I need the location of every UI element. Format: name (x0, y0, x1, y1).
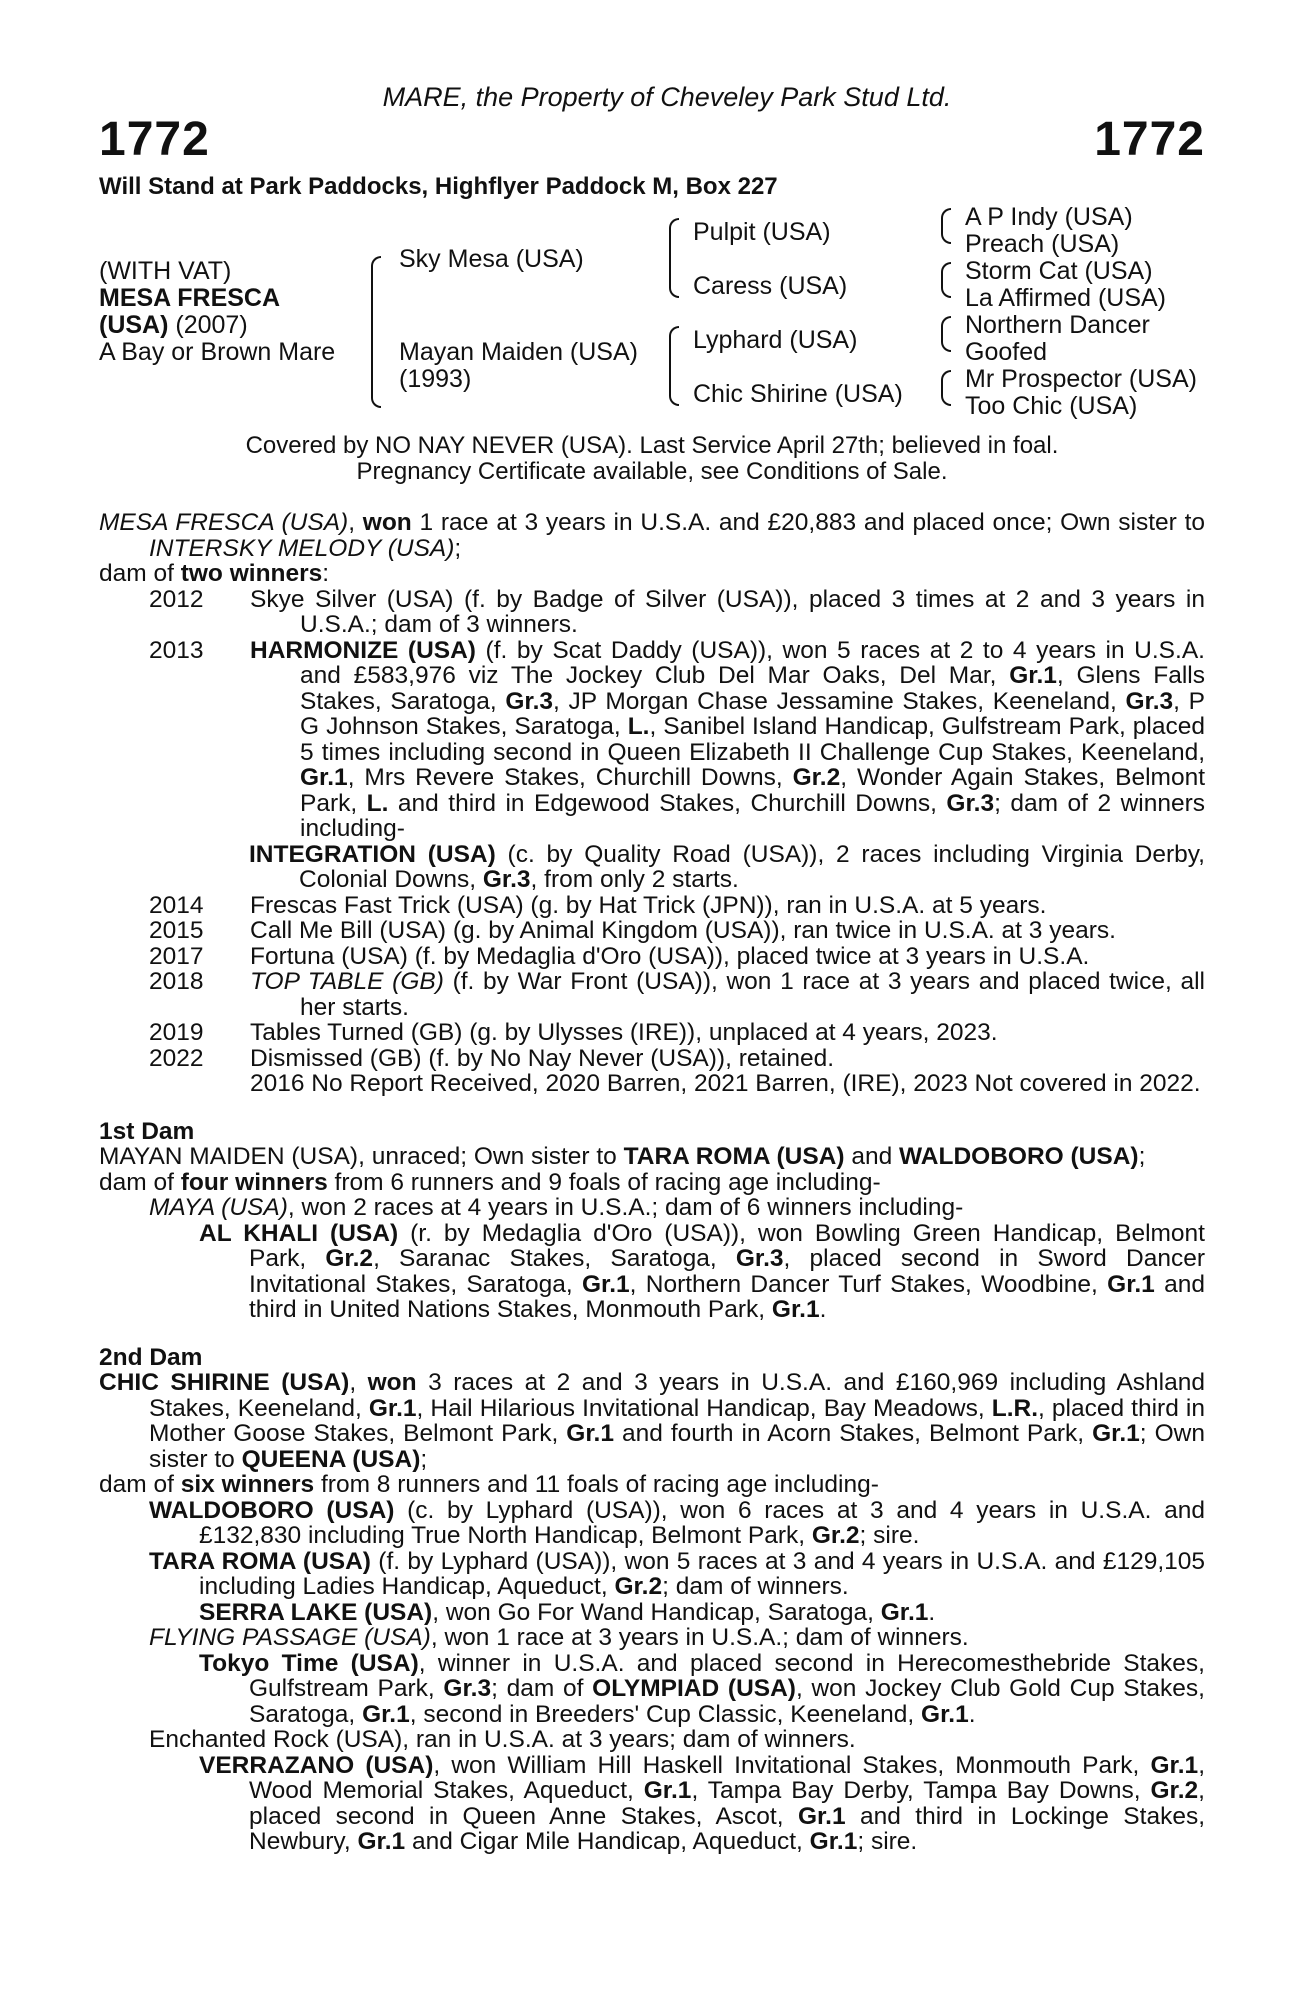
progeny-year: 2022 (149, 1044, 204, 1072)
text-run: , from only 2 starts. (530, 866, 739, 893)
text-run: , Hail Hilarious Invitational Handicap, Bay Meadows, (416, 1394, 992, 1422)
winners-count: four winners (180, 1168, 328, 1196)
text-run: , won 1 race at 3 years in U.S.A.; dam of winners. (430, 1624, 969, 1651)
progeny-row (99, 1020, 1205, 1046)
dam-name: CHIC SHIRINE (USA) (99, 1369, 350, 1396)
grade: Gr.1 (357, 1828, 406, 1855)
progeny-name: TARA ROMA (USA) (149, 1547, 371, 1575)
grade: Gr.3 (443, 1675, 492, 1702)
text-run: , won Go For Wand Handicap, Saratoga, (432, 1598, 881, 1626)
text-run: , placed third in Mother Goose Stakes, Belmont Park, (149, 1394, 1205, 1447)
text-run: ; sire. (859, 1522, 920, 1549)
grade: Gr.1 (921, 1700, 969, 1728)
pedigree-brace-sire (669, 218, 679, 298)
text-run: (f. by Scat Daddy (USA)), won 5 races at 2 to 4 years in U.S.A. and £583,976 viz The Jockey Club Del Mar Oaks, Del Mar, (300, 636, 1205, 689)
progeny-name: AL KHALI (USA) (199, 1219, 399, 1247)
pedigree-dam-sire: Lyphard (USA) (693, 326, 858, 354)
grade: Gr.2 (792, 764, 841, 791)
text-run: . (968, 1700, 976, 1728)
spacer (99, 1071, 250, 1097)
text-run: and fourth in Acorn Stakes, Belmont Park, (613, 1420, 1093, 1447)
progeny-year: 2012 (149, 585, 204, 613)
grade: Gr.1 (300, 764, 348, 791)
text-run: (f. by Lyphard (USA)), won 5 races at 3 and 4 years in U.S.A. and £129,105 including Ladies Handicap, Aqueduct, (199, 1547, 1206, 1600)
progeny-text: Call Me Bill (USA) (g. by Animal Kingdom (USA)), ran twice in U.S.A. at 3 years. (250, 917, 1116, 944)
progeny-name: HARMONIZE (USA) (250, 636, 476, 664)
pedigree-brace-sd (941, 262, 951, 298)
dam-of-line (99, 561, 1205, 587)
pedigree-sire-sire: Pulpit (USA) (693, 218, 831, 246)
text-run: and third in Lockinge Stakes, Newbury, (249, 1802, 1206, 1855)
grade: Gr.1 (797, 1802, 846, 1830)
race-record (99, 510, 1205, 1855)
progeny-row-2018 (99, 969, 1205, 1020)
text-run: , JP Morgan Chase Jessamine Stakes, Keeneland, (553, 687, 1126, 715)
progeny-name: MAYA (USA) (149, 1194, 288, 1221)
barren-row (99, 1071, 1205, 1097)
integration-entry (99, 842, 1205, 893)
text-run: , Mrs Revere Stakes, Churchill Downs, (347, 764, 793, 791)
grade: L. (366, 789, 389, 817)
progeny-year: 2013 (149, 636, 204, 664)
flying-passage-entry (99, 1625, 1205, 1651)
text-run: , won William Hill Haskell Invitational Stakes, Monmouth Park, (433, 1751, 1151, 1779)
text-run: (f. by War Front (USA)), won 1 race at 3 years and placed twice, all her starts. (300, 968, 1205, 1021)
pedigree-dam: Mayan Maiden (USA) (399, 338, 638, 366)
pedigree-dss: Northern Dancer (965, 311, 1150, 339)
pedigree-brace-ss (941, 208, 951, 244)
covering-line-2: Pregnancy Certificate available, see Conditions of Sale. (356, 458, 948, 485)
text-run: , (349, 1369, 368, 1396)
horse-origin-line (99, 312, 248, 339)
text-run: , Tampa Bay Derby, Tampa Bay Downs, (691, 1777, 1151, 1804)
progeny-name: Tokyo Time (USA) (199, 1649, 419, 1677)
sibling-name: QUEENA (USA) (241, 1445, 421, 1473)
horse-description: A Bay or Brown Mare (99, 338, 336, 366)
horse-name-line (99, 285, 280, 312)
sibling-name: TARA ROMA (USA) (623, 1143, 845, 1170)
pedigree-sds: Storm Cat (USA) (965, 257, 1153, 285)
second-dam-heading: 2nd Dam (99, 1343, 203, 1371)
intro-end: ; (454, 534, 462, 562)
grade: Gr.1 (566, 1420, 614, 1447)
text-run: , won 2 races at 4 years in U.S.A.; dam of 6 winners including- (287, 1194, 964, 1221)
text-run: , placed second in Queen Anne Stakes, Ascot, (249, 1777, 1205, 1830)
tokyo-time-entry (99, 1651, 1205, 1728)
lot-number-left: 1772 (99, 113, 210, 166)
second-dam-of (99, 1472, 1205, 1498)
progeny-year: 2019 (149, 1019, 204, 1046)
pedigree-dsd: Goofed (965, 338, 1048, 366)
progeny-row (99, 918, 1205, 944)
grade: Gr.2 (1150, 1777, 1199, 1804)
progeny-year: 2014 (149, 891, 204, 919)
first-dam-heading: 1st Dam (99, 1117, 195, 1145)
text-run: ; (1138, 1143, 1146, 1170)
progeny-row (99, 944, 1205, 970)
grade: Gr.1 (368, 1394, 417, 1422)
progeny-year: 2015 (149, 917, 204, 944)
text-run: from 6 runners and 9 foals of racing age including- (327, 1168, 881, 1196)
text-run: dam of (99, 1471, 181, 1498)
maya-entry (99, 1195, 1205, 1221)
won-label: won (362, 509, 412, 536)
progeny-name: WALDOBORO (USA) (149, 1496, 395, 1524)
progeny-row (99, 1046, 1205, 1072)
pedigree-sdd: La Affirmed (USA) (965, 284, 1167, 312)
enchanted-rock-entry: Enchanted Rock (USA), ran in U.S.A. at 3 years; dam of winners. (149, 1726, 856, 1753)
grade: Gr.3 (482, 866, 531, 893)
grade: Gr.3 (505, 687, 554, 715)
progeny-name: INTEGRATION (USA) (249, 840, 496, 868)
pedigree-brace-main (371, 256, 381, 408)
vat-note: (WITH VAT) (99, 257, 232, 285)
grade: Gr.3 (735, 1245, 784, 1272)
verrazano-entry (99, 1753, 1205, 1855)
grade: Gr.1 (362, 1700, 410, 1728)
text-run: , winner in U.S.A. and placed second in Herecomesthebride Stakes, Gulfstream Park, (249, 1649, 1205, 1702)
progeny-text: Skye Silver (USA) (f. by Badge of Silver (USA)), placed 3 times at 2 and 3 years in U.S.A.; dam of 3 winners. (250, 585, 1205, 638)
first-dam-of (99, 1170, 1205, 1196)
text-run: . (819, 1296, 827, 1323)
text-run: from 8 runners and 11 foals of racing age including- (314, 1471, 879, 1498)
grade: L. (627, 713, 650, 740)
progeny-year: 2017 (149, 942, 204, 970)
progeny-name: VERRAZANO (USA) (199, 1751, 434, 1779)
grade: Gr.1 (643, 1777, 692, 1804)
pedigree-brace-ds (941, 316, 951, 352)
first-dam-intro (99, 1144, 1205, 1170)
text-run: and third in Edgewood Stakes, Churchill Downs, (388, 789, 947, 817)
text-run: and (844, 1143, 900, 1170)
text-run: dam of (99, 1168, 181, 1196)
text-run: , won Jockey Club Gold Cup Stakes, Saratoga, (249, 1675, 1205, 1728)
serra-lake-entry (99, 1600, 1205, 1626)
al-khali-entry (99, 1221, 1205, 1323)
progeny-text: Frescas Fast Trick (USA) (g. by Hat Trick (JPN)), ran in U.S.A. at 5 years. (250, 891, 1047, 919)
pedigree-ssd: Preach (USA) (965, 230, 1120, 258)
text-run: , placed second in Sword Dancer Invitational Stakes, Saratoga, (249, 1245, 1205, 1298)
second-dam-intro (99, 1370, 1205, 1472)
grade: Gr.1 (809, 1828, 858, 1855)
grade: Gr.2 (811, 1522, 860, 1549)
intro-text: 1 race at 3 years in U.S.A. and £20,883 and placed once; Own sister to (411, 509, 1205, 536)
text-run: , Sanibel Island Handicap, Gulfstream Park, placed 5 times including second in Queen Elizabeth II Challenge Cup Stakes, Keeneland, (300, 713, 1205, 766)
horse-origin: (USA) (99, 311, 169, 339)
pedigree-dam-year: (1993) (399, 365, 472, 393)
pedigree-sss: A P Indy (USA) (965, 203, 1133, 231)
text-run: ; dam of (491, 1675, 593, 1702)
text-run: , second in Breeders' Cup Classic, Keeneland, (409, 1700, 922, 1728)
dam-of-end: : (322, 560, 330, 587)
winners-count: two winners (180, 560, 323, 587)
text-run: , Glens Falls Stakes, Saratoga, (300, 662, 1205, 715)
dam-of-label: dam of (99, 560, 181, 587)
covering-note (99, 433, 1205, 485)
property-line: MARE, the Property of Cheveley Park Stud Ltd. (382, 82, 952, 112)
horse-year: (2007) (175, 311, 248, 339)
won-label: won (367, 1369, 417, 1396)
pedigree-brace-dd (941, 370, 951, 406)
text-run: , P G Johnson Stakes, Saratoga, (300, 687, 1205, 740)
covering-line-1: Covered by NO NAY NEVER (USA). Last Service April 27th; believed in foal. (245, 432, 1059, 459)
text-run: ; dam of winners. (662, 1573, 849, 1600)
grade: Gr.1 (581, 1270, 630, 1298)
progeny-text: Fortuna (USA) (f. by Medaglia d'Oro (USA)), placed twice at 3 years in U.S.A. (250, 942, 1090, 970)
stand-location: Will Stand at Park Paddocks, Highflyer Paddock M, Box 227 (99, 173, 778, 200)
pedigree-sire: Sky Mesa (USA) (399, 245, 584, 273)
waldoboro-entry (99, 1498, 1205, 1549)
grade: Gr.1 (771, 1296, 820, 1323)
progeny-text: Dismissed (GB) (f. by No Nay Never (USA)), retained. (250, 1044, 835, 1072)
progeny-text (250, 969, 1205, 1020)
text-run: , Northern Dancer Turf Stakes, Woodbine, (629, 1270, 1108, 1298)
text-run: . (928, 1598, 936, 1626)
pedigree-sire-dam: Caress (USA) (693, 272, 848, 300)
horse-name: MESA FRESCA (99, 284, 281, 312)
progeny-name: OLYMPIAD (USA) (592, 1675, 796, 1702)
text-run: , Wood Memorial Stakes, Aqueduct, (249, 1751, 1205, 1804)
grade: Gr.2 (614, 1573, 663, 1600)
mare-name: MESA FRESCA (USA) (99, 509, 349, 536)
pedigree-ddd: Too Chic (USA) (965, 392, 1138, 420)
lot-number-right: 1772 (1094, 113, 1205, 166)
winners-count: six winners (180, 1471, 315, 1498)
pedigree-brace-dam (669, 326, 679, 406)
text-run: 3 races at 2 and 3 years in U.S.A. and £160,969 including Ashland Stakes, Keeneland, (149, 1369, 1205, 1422)
text-run: , Saranac Stakes, Saratoga, (373, 1245, 736, 1272)
text-run: ; sire. (857, 1828, 918, 1855)
grade: Gr.3 (946, 789, 995, 817)
grade: Gr.3 (1125, 687, 1174, 715)
text-run: , Wonder Again Stakes, Belmont Park, (300, 764, 1205, 817)
pedigree-dam-dam: Chic Shirine (USA) (693, 380, 903, 408)
sister-name: INTERSKY MELODY (USA) (149, 534, 455, 562)
grade: L.R. (991, 1394, 1039, 1422)
grade: Gr.1 (1150, 1751, 1199, 1779)
text-run: MAYAN MAIDEN (USA), unraced; Own sister to (99, 1143, 624, 1170)
progeny-text (250, 638, 1205, 842)
text-run: and Cigar Mile Handicap, Aqueduct, (405, 1828, 810, 1855)
text-run: (c. by Lyphard (USA)), won 6 races at 3 and 4 years in U.S.A. and £132,830 including True North Handicap, Belmont Park, (199, 1496, 1205, 1549)
barren-text: 2016 No Report Received, 2020 Barren, 2021 Barren, (IRE), 2023 Not covered in 2022. (250, 1070, 1201, 1097)
text-run: ; Own sister to (149, 1420, 1205, 1473)
sibling-name: WALDOBORO (USA) (899, 1143, 1139, 1170)
progeny-row (99, 893, 1205, 919)
text-run: and third in United Nations Stakes, Monmouth Park, (249, 1270, 1206, 1323)
grade: Gr.1 (880, 1598, 929, 1626)
record-intro: MESA FRESCA (USA), won 1 race at 3 years in U.S.A. and £20,883 and placed once; Own sister to INTERSKY MELODY (USA); (99, 509, 1205, 562)
text-run: (c. by Quality Road (USA)), 2 races including Virginia Derby, Colonial Downs, (299, 840, 1205, 893)
progeny-name: TOP TABLE (GB) (250, 968, 444, 995)
grade: Gr.1 (1009, 662, 1057, 689)
progeny-row-2013 (99, 638, 1205, 842)
text-run: ; (420, 1445, 428, 1473)
pedigree-dds: Mr Prospector (USA) (965, 365, 1197, 393)
progeny-name: SERRA LAKE (USA) (199, 1598, 433, 1626)
grade: Gr.2 (325, 1245, 374, 1272)
tara-roma-entry (99, 1549, 1205, 1600)
progeny-name: FLYING PASSAGE (USA) (149, 1624, 431, 1651)
grade: Gr.1 (1092, 1420, 1140, 1447)
grade: Gr.1 (1107, 1270, 1155, 1298)
progeny-row (99, 587, 1205, 638)
text-run: (r. by Medaglia d'Oro (USA)), won Bowling Green Handicap, Belmont Park, (249, 1219, 1205, 1272)
progeny-year: 2018 (149, 968, 204, 995)
progeny-text: Tables Turned (GB) (g. by Ulysses (IRE)), unplaced at 4 years, 2023. (250, 1019, 998, 1046)
text-run: ; dam of 2 winners including- (300, 789, 1205, 842)
